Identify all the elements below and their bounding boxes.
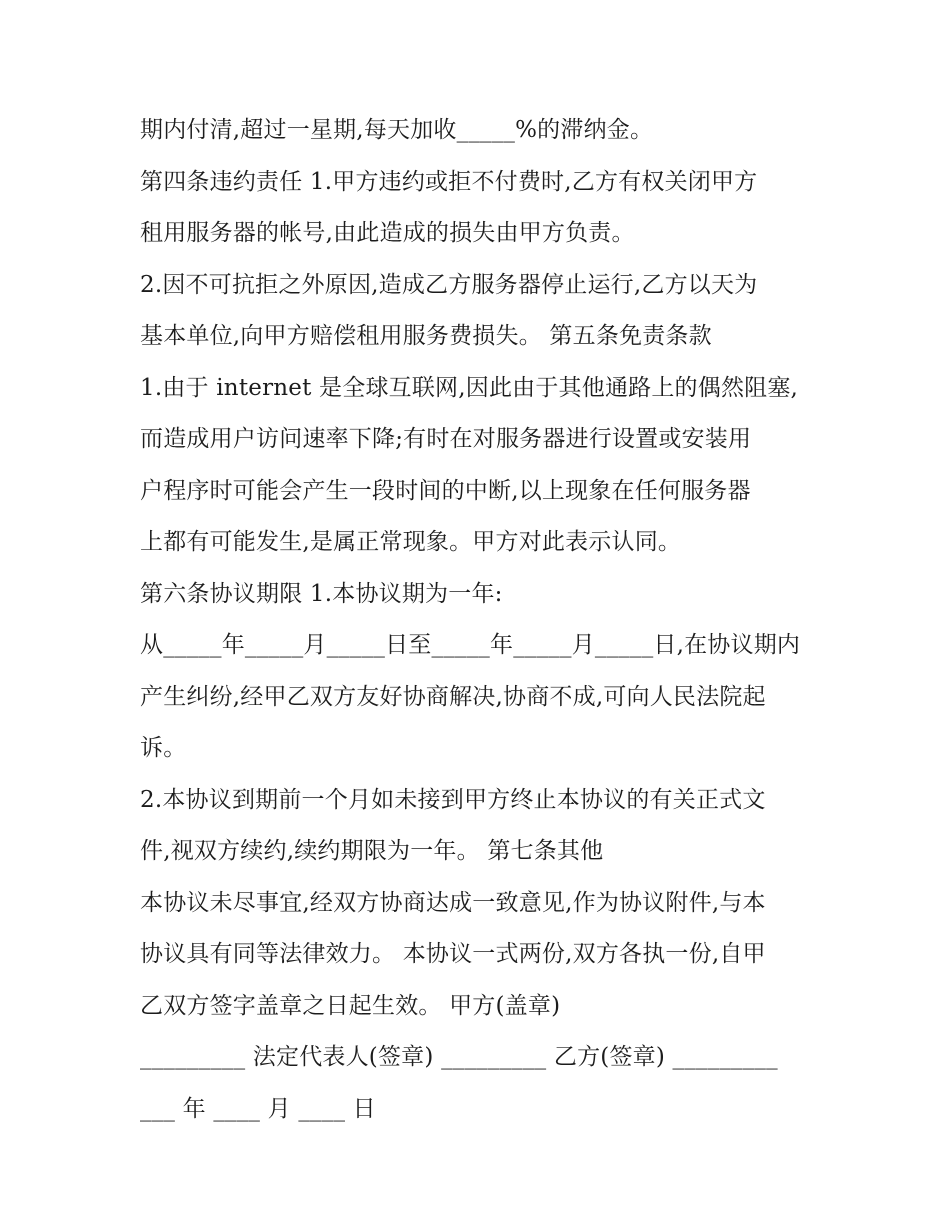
text-line: 第六条协议期限 1.本协议期为一年: (140, 580, 503, 607)
text-line: 产生纠纷,经甲乙双方友好协商解决,协商不成,可向人民法院起 (140, 683, 766, 710)
text-line: 乙双方签字盖章之日起生效。 甲方(盖章) (140, 992, 561, 1019)
text-line: 户程序时可能会产生一段时间的中断,以上现象在任何服务器 (140, 477, 751, 504)
text-line: 2.本协议到期前一个月如未接到甲方终止本协议的有关正式文 (140, 786, 766, 813)
signature-line: _________ 法定代表人(签章) _________ 乙方(签章) _________ (140, 1044, 778, 1070)
text-line: 诉。 (140, 735, 187, 761)
text-line: 基本单位,向甲方赔偿租用服务费损失。 第五条免责条款 (140, 323, 712, 349)
text-line: 第四条违约责任 1.甲方违约或拒不付费时,乙方有权关闭甲方 (140, 168, 758, 195)
text-line: 协议具有同等法律效力。 本协议一式两份,双方各执一份,自甲 (140, 941, 766, 967)
text-line: 1.由于 internet 是全球互联网,因此由于其他通路上的偶然阻塞, (140, 374, 799, 401)
text-line: 上都有可能发生,是属正常现象。甲方对此表示认同。 (140, 529, 682, 555)
text-line: 期内付清,超过一星期,每天加收_____%的滞纳金。 (140, 117, 654, 143)
date-line: ___ 年 ____ 月 ____ 日 (140, 1095, 376, 1122)
document-body (140, 105, 820, 1135)
text-line: 本协议未尽事宜,经双方协商达成一致意见,作为协议附件,与本 (140, 889, 766, 916)
text-line: 租用服务器的帐号,由此造成的损失由甲方负责。 (140, 220, 635, 246)
text-line: 2.因不可抗拒之外原因,造成乙方服务器停止运行,乙方以天为 (140, 271, 758, 298)
text-line: 从_____年_____月_____日至_____年_____月_____日,在协议期内 (140, 632, 801, 658)
text-line: 件,视双方续约,续约期限为一年。 第七条其他 (140, 838, 604, 864)
text-line: 而造成用户访问速率下降;有时在对服务器进行设置或安装用 (140, 426, 752, 452)
